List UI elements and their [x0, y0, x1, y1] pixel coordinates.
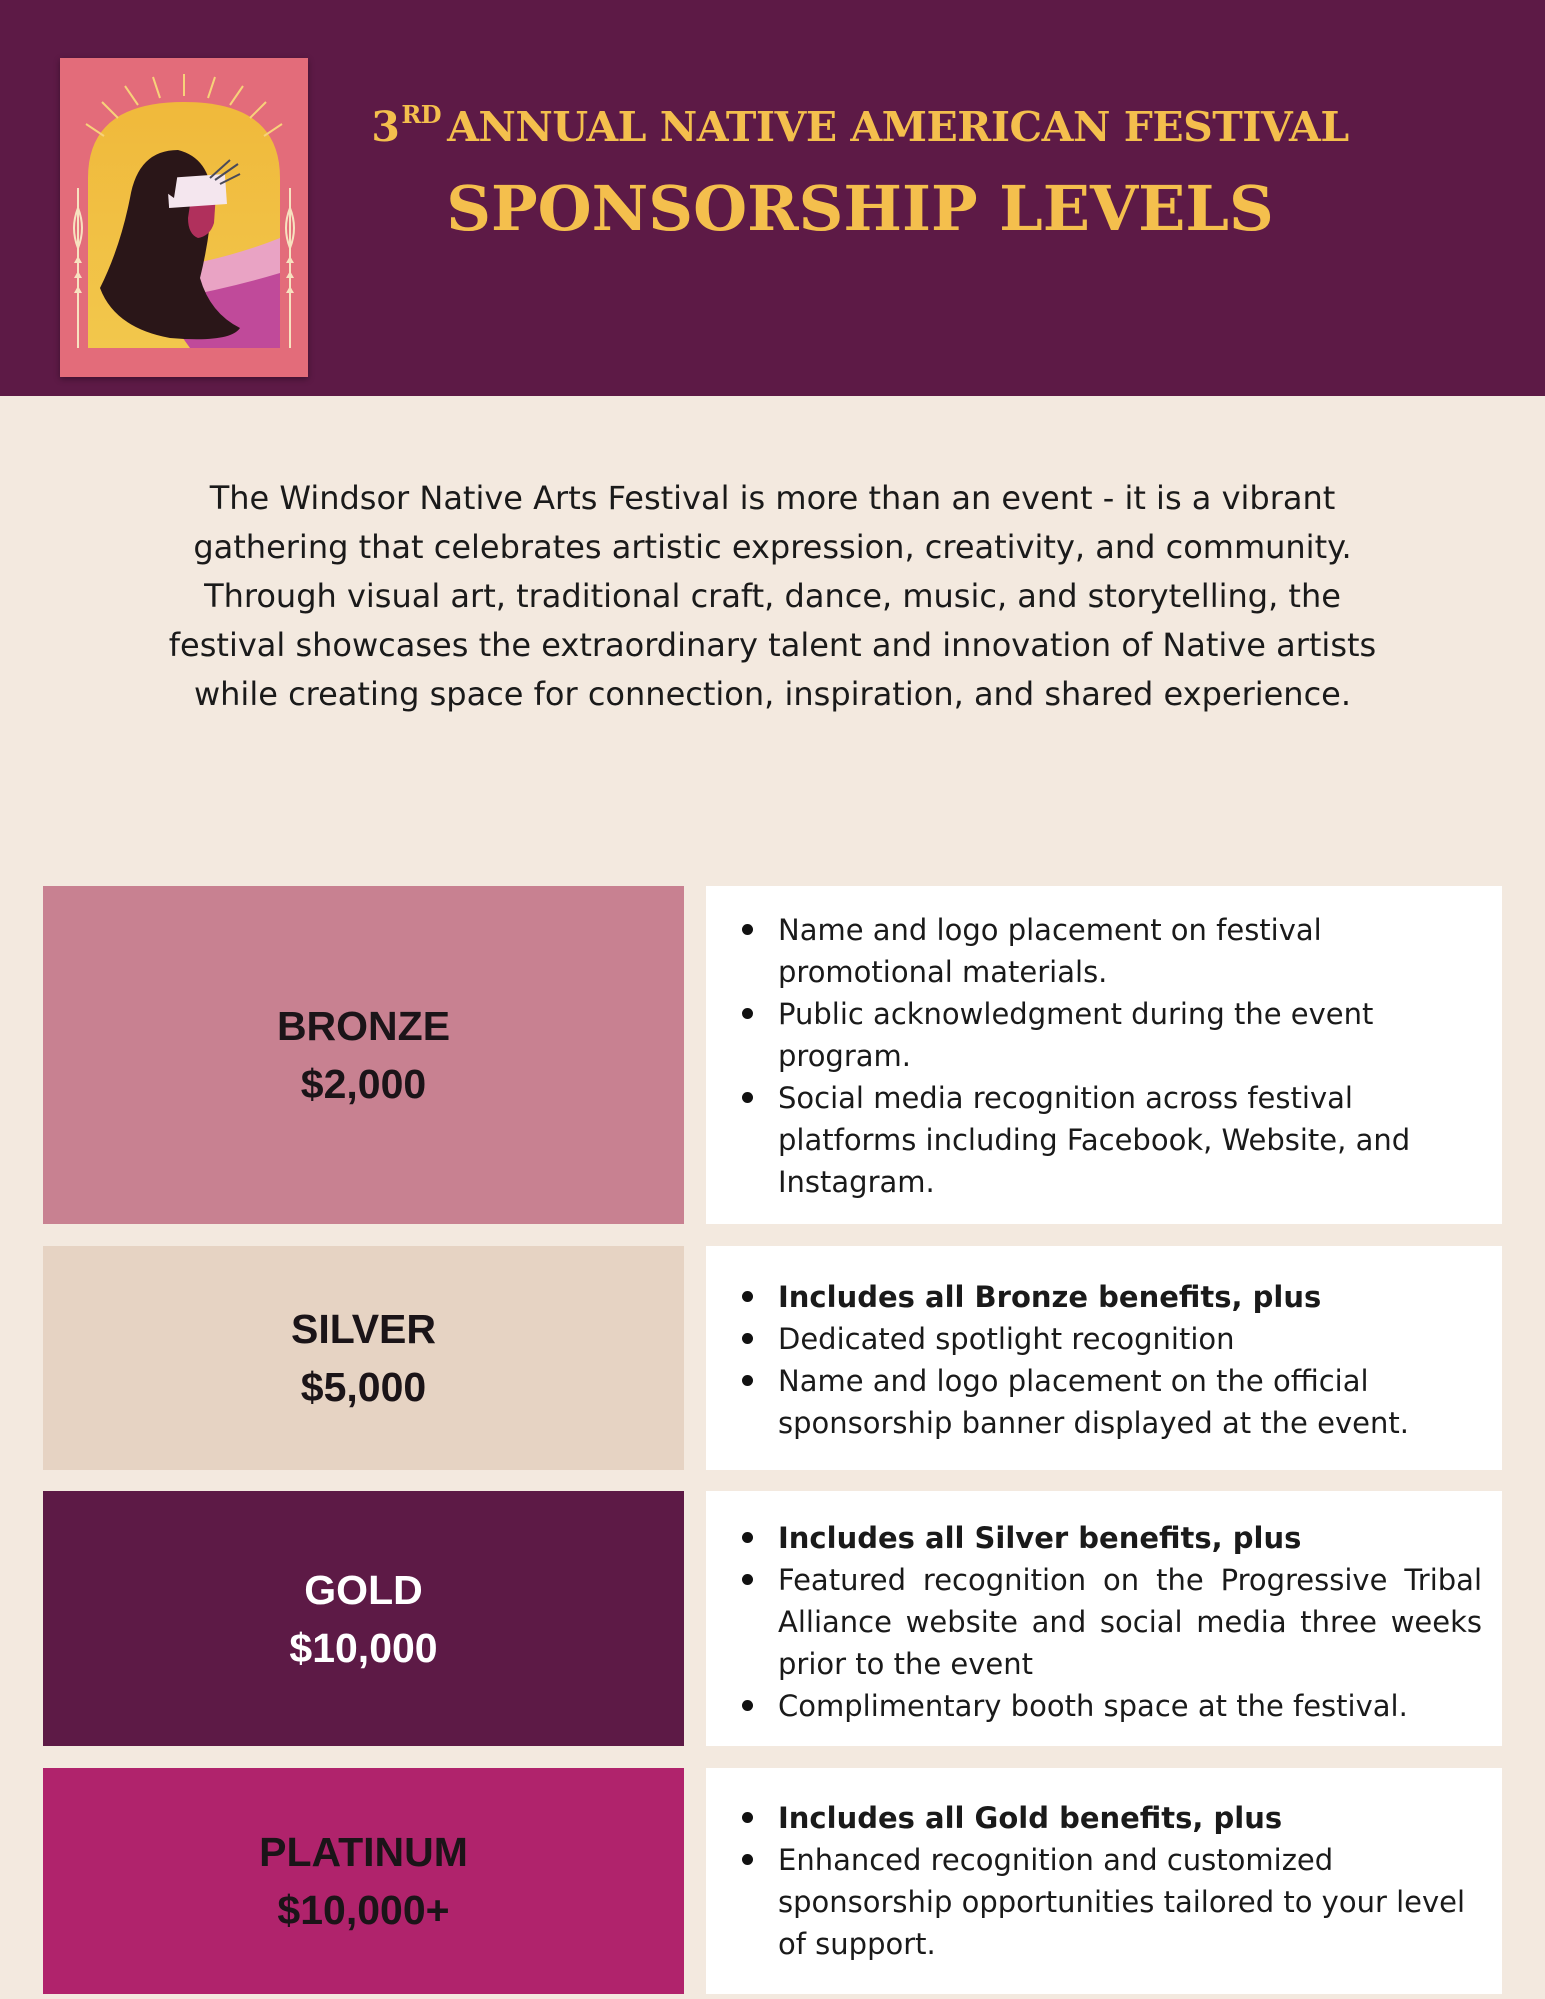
tier-price: $10,000+ — [277, 1887, 450, 1933]
benefit-list — [778, 1797, 1482, 1965]
tier-name: BRONZE — [276, 1003, 451, 1049]
tier-platinum-benefits — [706, 1768, 1502, 1994]
intro-line: Through visual art, traditional craft, dance, music, and storytelling, the — [204, 577, 1341, 615]
tier-silver-label — [43, 1246, 684, 1470]
tier-silver-benefits — [706, 1246, 1502, 1470]
ordinal-suffix: RD — [401, 100, 442, 129]
tier-name: SILVER — [290, 1306, 437, 1352]
intro-line: The Windsor Native Arts Festival is more than an event - it is a vibrant — [209, 479, 1336, 517]
benefit-item-includes: Includes all Bronze benefits, plus — [778, 1276, 1482, 1318]
festival-poster-image — [60, 58, 308, 377]
intro-line: while creating space for connection, inspiration, and shared experience. — [193, 675, 1352, 713]
tier-price: $5,000 — [300, 1364, 427, 1410]
benefit-item-includes: Includes all Silver benefits, plus — [778, 1517, 1482, 1559]
festival-title-text: ANNUAL NATIVE AMERICAN FESTIVAL — [447, 103, 1349, 151]
intro-line: gathering that celebrates artistic expression, creativity, and community. — [193, 528, 1352, 566]
tier-name: GOLD — [304, 1566, 423, 1613]
benefit-item: Complimentary booth space at the festival. — [778, 1685, 1482, 1727]
tier-name: PLATINUM — [259, 1829, 468, 1875]
intro-paragraph — [120, 474, 1425, 719]
benefit-list — [778, 1276, 1482, 1444]
benefit-item: Featured recognition on the Progressive Tribal Alliance website and social media three weeks prior to the event — [778, 1559, 1482, 1685]
tier-price: $2,000 — [300, 1061, 427, 1107]
benefit-list — [778, 909, 1482, 1203]
header-banner — [0, 0, 1545, 396]
benefit-item: Name and logo placement on the official sponsorship banner displayed at the event. — [778, 1360, 1482, 1444]
benefit-item: Name and logo placement on festival promotional materials. — [778, 909, 1482, 993]
tier-platinum-label — [43, 1768, 684, 1994]
ordinal-number: 3 — [371, 103, 400, 151]
benefit-item: Enhanced recognition and customized sponsorship opportunities tailored to your level of support. — [778, 1839, 1482, 1965]
tier-bronze-label — [43, 886, 684, 1224]
benefit-list — [778, 1517, 1482, 1727]
tier-bronze-benefits — [706, 886, 1502, 1224]
benefit-item: Public acknowledgment during the event program. — [778, 993, 1482, 1077]
festival-poster-illustration — [60, 58, 308, 377]
festival-title — [360, 100, 1360, 151]
intro-line: festival showcases the extraordinary talent and innovation of Native artists — [168, 626, 1377, 664]
benefit-item-includes: Includes all Gold benefits, plus — [778, 1797, 1482, 1839]
tier-gold-label — [43, 1491, 684, 1746]
tier-gold-benefits — [706, 1491, 1502, 1746]
benefit-item: Dedicated spotlight recognition — [778, 1318, 1482, 1360]
benefit-item: Social media recognition across festival platforms including Facebook, Website, and Instagram. — [778, 1077, 1482, 1203]
page-title: SPONSORSHIP LEVELS — [446, 172, 1274, 245]
tier-price: $10,000 — [289, 1624, 438, 1671]
